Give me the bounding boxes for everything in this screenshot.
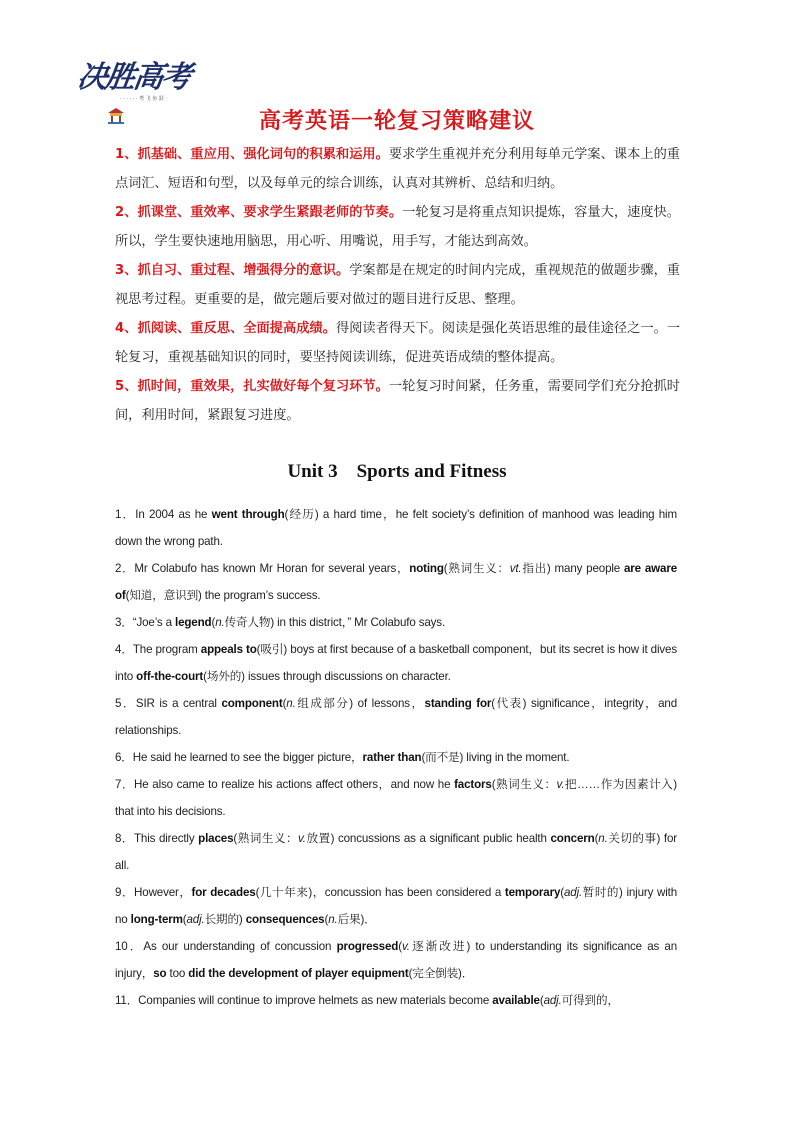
key-phrase: component xyxy=(221,697,283,710)
sentence-text: 11．Companies will continue to improve helmets as new materials become xyxy=(115,994,493,1007)
key-phrase: consequences xyxy=(245,913,325,926)
sentence-item xyxy=(115,744,677,771)
sentence-text: 暂时的) injury with no xyxy=(115,886,677,926)
sentence-item xyxy=(115,879,677,933)
sentence-text: (吸引) boys at first because of a basketball component，but its secret is how it dives into xyxy=(115,643,677,683)
sentence-text: ( xyxy=(594,832,599,845)
key-phrase: for decades xyxy=(191,886,256,899)
logo-subtext: · · · · · · 鸢 飞 鱼 跃 · xyxy=(120,96,168,102)
sentence-text: 10．As our understanding of concussion xyxy=(115,940,337,953)
strategy-body: 学案都是在规定的时间内完成，重视规范的做题步骤，重视思考过程。更重要的是，做完题后要对做过的题目进行反思、整理。 xyxy=(115,263,680,307)
strategy-body: 一轮复习是将重点知识提炼，容量大，速度快。所以，学生要快速地用脑思，用心听、用嘴说，用手写，才能达到高效。 xyxy=(115,205,680,249)
logo-text: 决胜高考 xyxy=(75,60,192,95)
part-of-speech: n. xyxy=(286,697,296,710)
strategy-item xyxy=(115,314,680,372)
key-phrase: available xyxy=(492,994,540,1007)
sentence-item xyxy=(115,825,677,879)
key-phrase: so xyxy=(153,967,167,980)
strategy-body: 要求学生重视并充分利用每单元学案、课本上的重点词汇、短语和句型，以及每单元的综合训练，认真对其辨析、总结和归纳。 xyxy=(115,147,680,191)
strategy-list xyxy=(115,140,680,430)
sentence-text: 3．“Joe’s a xyxy=(115,616,175,629)
key-phrase: temporary xyxy=(504,886,561,899)
sentence-item xyxy=(115,609,677,636)
sentence-text: 9．However， xyxy=(115,886,192,899)
sentence-text: 逐渐改进) to understanding its significance as an injury， xyxy=(115,940,677,980)
strategy-item xyxy=(115,140,680,198)
sentence-text: too xyxy=(166,967,189,980)
sentence-text: ( xyxy=(282,697,287,710)
key-phrase: went through xyxy=(211,508,285,521)
strategy-heading: 1、抓基础、重应用、强化词句的积累和运用。 xyxy=(115,147,389,162)
part-of-speech: adj. xyxy=(563,886,583,899)
sentence-text: 4．The program xyxy=(115,643,201,656)
strategy-body: 得阅读者得天下。阅读是强化英语思维的最佳途径之一。一轮复习，重视基础知识的同时，要坚持阅读训练，促进英语成绩的整体提高。 xyxy=(115,321,680,365)
sentence-text: 传奇人物) in this district，” Mr Colabufo says. xyxy=(224,616,446,629)
part-of-speech: v. xyxy=(556,778,565,791)
key-phrase: noting xyxy=(409,562,444,575)
sentence-text: ( xyxy=(398,940,402,953)
part-of-speech: n. xyxy=(598,832,608,845)
strategy-heading: 5、抓时间，重效果，扎实做好每个复习环节。 xyxy=(115,379,389,394)
sentence-text: ( xyxy=(324,913,329,926)
sentence-item xyxy=(115,501,677,555)
sentence-text: 7．He also came to realize his actions affect others，and now he xyxy=(115,778,455,791)
sentence-text: 指出) many people xyxy=(521,562,624,575)
key-phrase: off-the-court xyxy=(136,670,204,683)
sentence-text: ( xyxy=(560,886,564,899)
sentence-text: ( xyxy=(182,913,187,926)
unit-title: Unit 3 Sports and Fitness xyxy=(287,461,507,482)
sentence-text: 6．He said he learned to see the bigger picture， xyxy=(115,751,363,764)
part-of-speech: n. xyxy=(328,913,338,926)
sentence-item xyxy=(115,690,677,744)
sentence-text: (完全倒装)． xyxy=(408,967,474,980)
key-phrase: progressed xyxy=(336,940,399,953)
key-phrase: concern xyxy=(550,832,595,845)
strategy-item xyxy=(115,198,680,256)
strategy-body: 一轮复习时间紧，任务重，需要同学们充分抢抓时间，利用时间，紧跟复习进度。 xyxy=(115,379,680,423)
key-phrase: rather than xyxy=(362,751,422,764)
sentence-text: 关切的事) for all. xyxy=(115,832,677,872)
part-of-speech: v. xyxy=(298,832,306,845)
key-phrase: legend xyxy=(175,616,212,629)
sentence-item xyxy=(115,555,677,609)
sentence-text: 5．SIR is a central xyxy=(115,697,222,710)
sentence-item xyxy=(115,987,677,1014)
sentence-item xyxy=(115,636,677,690)
sentence-text: 长期的) xyxy=(204,913,246,926)
sentence-text: (场外的) issues through discussions on character. xyxy=(203,670,451,683)
part-of-speech: adj. xyxy=(186,913,205,926)
key-phrase: factors xyxy=(454,778,492,791)
key-phrase: are aware of xyxy=(115,562,677,602)
part-of-speech: n. xyxy=(215,616,225,629)
sentence-text: (代表) significance，integrity，and relationships. xyxy=(115,697,678,737)
sentence-list xyxy=(115,501,677,1014)
sentence-text: (几十年来)，concussion has been considered a xyxy=(255,886,505,899)
key-phrase: appeals to xyxy=(200,643,257,656)
sentence-text: 2．Mr Colabufo has known Mr Horan for several years， xyxy=(115,562,410,575)
strategy-heading: 2、抓课堂、重效率、要求学生紧跟老师的节奏。 xyxy=(115,205,403,220)
part-of-speech: v. xyxy=(401,940,410,953)
sentence-text: 1．In 2004 as he xyxy=(115,508,212,521)
sentence-text: 放置) concussions as a significant public health xyxy=(305,832,551,845)
strategy-item xyxy=(115,256,680,314)
sentence-text: (知道，意识到) the program’s success. xyxy=(125,589,321,602)
sentence-text: ( xyxy=(211,616,216,629)
sentence-text: 后果)． xyxy=(337,913,376,926)
key-phrase: did the development of player equipment xyxy=(188,967,409,980)
sentence-item xyxy=(115,933,677,987)
strategy-heading: 3、抓自习、重过程、增强得分的意识。 xyxy=(115,263,350,278)
key-phrase: standing for xyxy=(424,697,492,710)
sentence-text: (熟词生义： xyxy=(491,778,557,791)
sentence-text: 组成部分) of lessons， xyxy=(295,697,425,710)
strategy-heading: 4、抓阅读、重反思、全面提高成绩。 xyxy=(115,321,336,336)
sentence-text: ( xyxy=(539,994,544,1007)
sentence-text: (经历) a hard time，he felt society’s definition of manhood was leading him down the wrong path. xyxy=(115,508,677,548)
sentence-text: (熟词生义： xyxy=(443,562,510,575)
part-of-speech: vt. xyxy=(509,562,522,575)
page-title: 高考英语一轮复习策略建议 xyxy=(258,109,535,134)
sentence-item xyxy=(115,771,677,825)
key-phrase: long-term xyxy=(130,913,183,926)
part-of-speech: adj. xyxy=(543,994,562,1007)
sentence-text: 8．This directly xyxy=(115,832,199,845)
key-phrase: places xyxy=(198,832,234,845)
sentence-text: 把……作为因素计入) that into his decisions. xyxy=(115,778,677,818)
sentence-text: (而不是) living in the moment. xyxy=(421,751,570,764)
sentence-text: 可得到的， xyxy=(561,994,619,1007)
sentence-text: (熟词生义： xyxy=(233,832,298,845)
strategy-item xyxy=(115,372,680,430)
